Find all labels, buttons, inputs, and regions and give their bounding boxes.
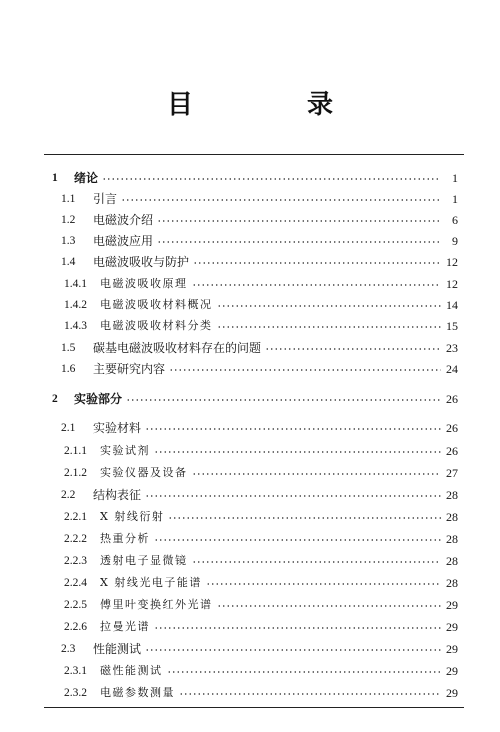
toc-entry-number: 1.5	[61, 342, 76, 354]
dot-leader	[167, 664, 442, 676]
toc-entry[interactable]	[61, 187, 458, 207]
toc-entry-page-number: 28	[446, 488, 458, 502]
dot-leader	[157, 213, 441, 225]
toc-entry[interactable]	[64, 615, 458, 635]
toc-entry[interactable]	[61, 336, 458, 356]
toc-entry[interactable]	[64, 314, 458, 334]
toc-entry[interactable]	[64, 659, 458, 679]
toc-entry-title: 电磁波吸收材料分类	[100, 319, 213, 332]
toc-entry-page-number: 29	[446, 686, 458, 700]
toc-entry-number: 2.3.1	[64, 665, 87, 677]
toc-entry[interactable]	[61, 229, 458, 249]
toc-entry-number: 1.3	[61, 235, 76, 247]
dot-leader	[157, 234, 441, 246]
toc-entry[interactable]	[64, 681, 458, 701]
toc-entry-number: 1.4.2	[64, 299, 87, 311]
toc-entry-title: 引言	[93, 192, 118, 206]
toc-entry[interactable]	[61, 483, 458, 503]
dot-leader	[217, 319, 442, 331]
toc-entry-page-number: 12	[446, 255, 458, 269]
toc-entry-title: 实验仪器及设备	[100, 466, 188, 479]
toc-entry-title: 电磁波介绍	[93, 213, 154, 227]
dot-leader	[145, 488, 441, 500]
toc-entry[interactable]	[52, 166, 458, 186]
dot-leader	[126, 392, 441, 404]
dot-leader	[179, 686, 441, 698]
toc-entry-page-number: 28	[446, 532, 458, 546]
dot-leader	[102, 171, 441, 183]
toc-entry[interactable]	[64, 272, 458, 292]
dot-leader	[169, 362, 441, 374]
toc-entry-number: 1	[52, 172, 58, 184]
toc-entry-page-number: 29	[446, 642, 458, 656]
toc-entry-number: 2.1	[61, 422, 76, 434]
toc-entry-number: 1.4.3	[64, 320, 87, 332]
dot-leader	[217, 298, 442, 310]
toc-entry-page-number: 23	[446, 341, 458, 355]
dot-leader	[145, 642, 441, 654]
toc-entry-page-number: 28	[446, 510, 458, 524]
toc-entry-number: 2.3	[61, 643, 76, 655]
toc-entry[interactable]	[64, 293, 458, 313]
dot-leader	[192, 277, 442, 289]
dot-leader	[217, 598, 442, 610]
dot-leader	[121, 192, 441, 204]
toc-entry[interactable]	[52, 387, 458, 407]
toc-entry-number: 1.4	[61, 256, 76, 268]
toc-entry-page-number: 28	[446, 576, 458, 590]
toc-entry-page-number: 1	[452, 192, 458, 206]
toc-entry-number: 2.3.2	[64, 687, 87, 699]
toc-entry-title: 实验材料	[93, 421, 142, 435]
dot-leader	[154, 444, 441, 456]
toc-entry-title: 碳基电磁波吸收材料存在的问题	[93, 341, 262, 355]
toc-entry-page-number: 12	[446, 277, 458, 291]
toc-entry-number: 1.6	[61, 363, 76, 375]
toc-entry-page-number: 26	[446, 421, 458, 435]
toc-entry-title: 拉曼光谱	[100, 620, 150, 633]
toc-entry-title: 绪论	[74, 171, 99, 185]
toc-entry-number: 2.2.1	[64, 511, 87, 523]
toc-entry-title: 傅里叶变换红外光谱	[100, 598, 213, 611]
toc-entry[interactable]	[61, 250, 458, 270]
dot-leader	[168, 510, 441, 522]
toc-entry-number: 2.2.2	[64, 533, 87, 545]
toc-entry-title: X 射线光电子能谱	[100, 576, 202, 589]
toc-entry-number: 2.2.3	[64, 555, 87, 567]
toc-entry-title: 电磁波吸收与防护	[93, 255, 190, 269]
bottom-rule	[44, 707, 464, 708]
toc-entry-title: 磁性能测试	[100, 664, 163, 677]
toc-entry-number: 2.2.5	[64, 599, 87, 611]
dot-leader	[192, 554, 442, 566]
toc-entry[interactable]	[64, 593, 458, 613]
toc-entry[interactable]	[64, 549, 458, 569]
toc-entry-page-number: 29	[446, 598, 458, 612]
page-title: 目 录	[166, 90, 377, 120]
toc-entry-page-number: 6	[452, 213, 458, 227]
toc-entry-number: 1.4.1	[64, 278, 87, 290]
toc-entry-title: 主要研究内容	[93, 362, 166, 376]
toc-entry-page-number: 28	[446, 554, 458, 568]
toc-entry-page-number: 26	[446, 444, 458, 458]
toc-entry-title: 热重分析	[100, 532, 150, 545]
dot-leader	[145, 421, 441, 433]
toc-entry[interactable]	[61, 208, 458, 228]
toc-entry-number: 1.2	[61, 214, 76, 226]
toc-entry-number: 2.1.1	[64, 445, 87, 457]
toc-entry-title: 透射电子显微镜	[100, 554, 188, 567]
toc-entry[interactable]	[61, 357, 458, 377]
toc-entry-page-number: 24	[446, 362, 458, 376]
dot-leader	[193, 255, 441, 267]
toc-entry[interactable]	[64, 571, 458, 591]
toc-entry[interactable]	[61, 416, 458, 436]
toc-entry-page-number: 26	[446, 392, 458, 406]
dot-leader	[154, 620, 441, 632]
toc-entry-title: 电磁参数测量	[100, 686, 175, 699]
toc-entry-title: 实验部分	[74, 392, 123, 406]
toc-entry-title: 性能测试	[93, 642, 142, 656]
toc-entry-number: 2.2.4	[64, 577, 87, 589]
toc-entry[interactable]	[64, 527, 458, 547]
toc-entry-page-number: 14	[446, 298, 458, 312]
dot-leader	[206, 576, 441, 588]
toc-entry-title: 实验试剂	[100, 444, 150, 457]
toc-entry-page-number: 1	[452, 171, 458, 185]
toc-entry-number: 2.2	[61, 489, 76, 501]
toc-entry[interactable]	[61, 637, 458, 657]
toc-entry-title: 电磁波吸收原理	[100, 277, 188, 290]
toc-entry-title: X 射线衍射	[100, 510, 165, 523]
toc-entry-title: 电磁波应用	[93, 234, 154, 248]
toc-entry-title: 电磁波吸收材料概况	[100, 298, 213, 311]
toc-entry-title: 结构表征	[93, 488, 142, 502]
dot-leader	[192, 466, 442, 478]
toc-entry-page-number: 29	[446, 664, 458, 678]
toc-entry-number: 2	[52, 393, 58, 405]
dot-leader	[265, 341, 441, 353]
toc-entry-number: 2.1.2	[64, 467, 87, 479]
toc-entry[interactable]	[64, 505, 458, 525]
toc-entry-page-number: 9	[452, 234, 458, 248]
toc-entry-number: 2.2.6	[64, 621, 87, 633]
toc-entry-page-number: 29	[446, 620, 458, 634]
toc-entry-number: 1.1	[61, 193, 76, 205]
toc-entry-page-number: 15	[446, 319, 458, 333]
toc-entry-page-number: 27	[446, 466, 458, 480]
toc-entry[interactable]	[64, 461, 458, 481]
dot-leader	[154, 532, 441, 544]
toc-entry[interactable]	[64, 439, 458, 459]
